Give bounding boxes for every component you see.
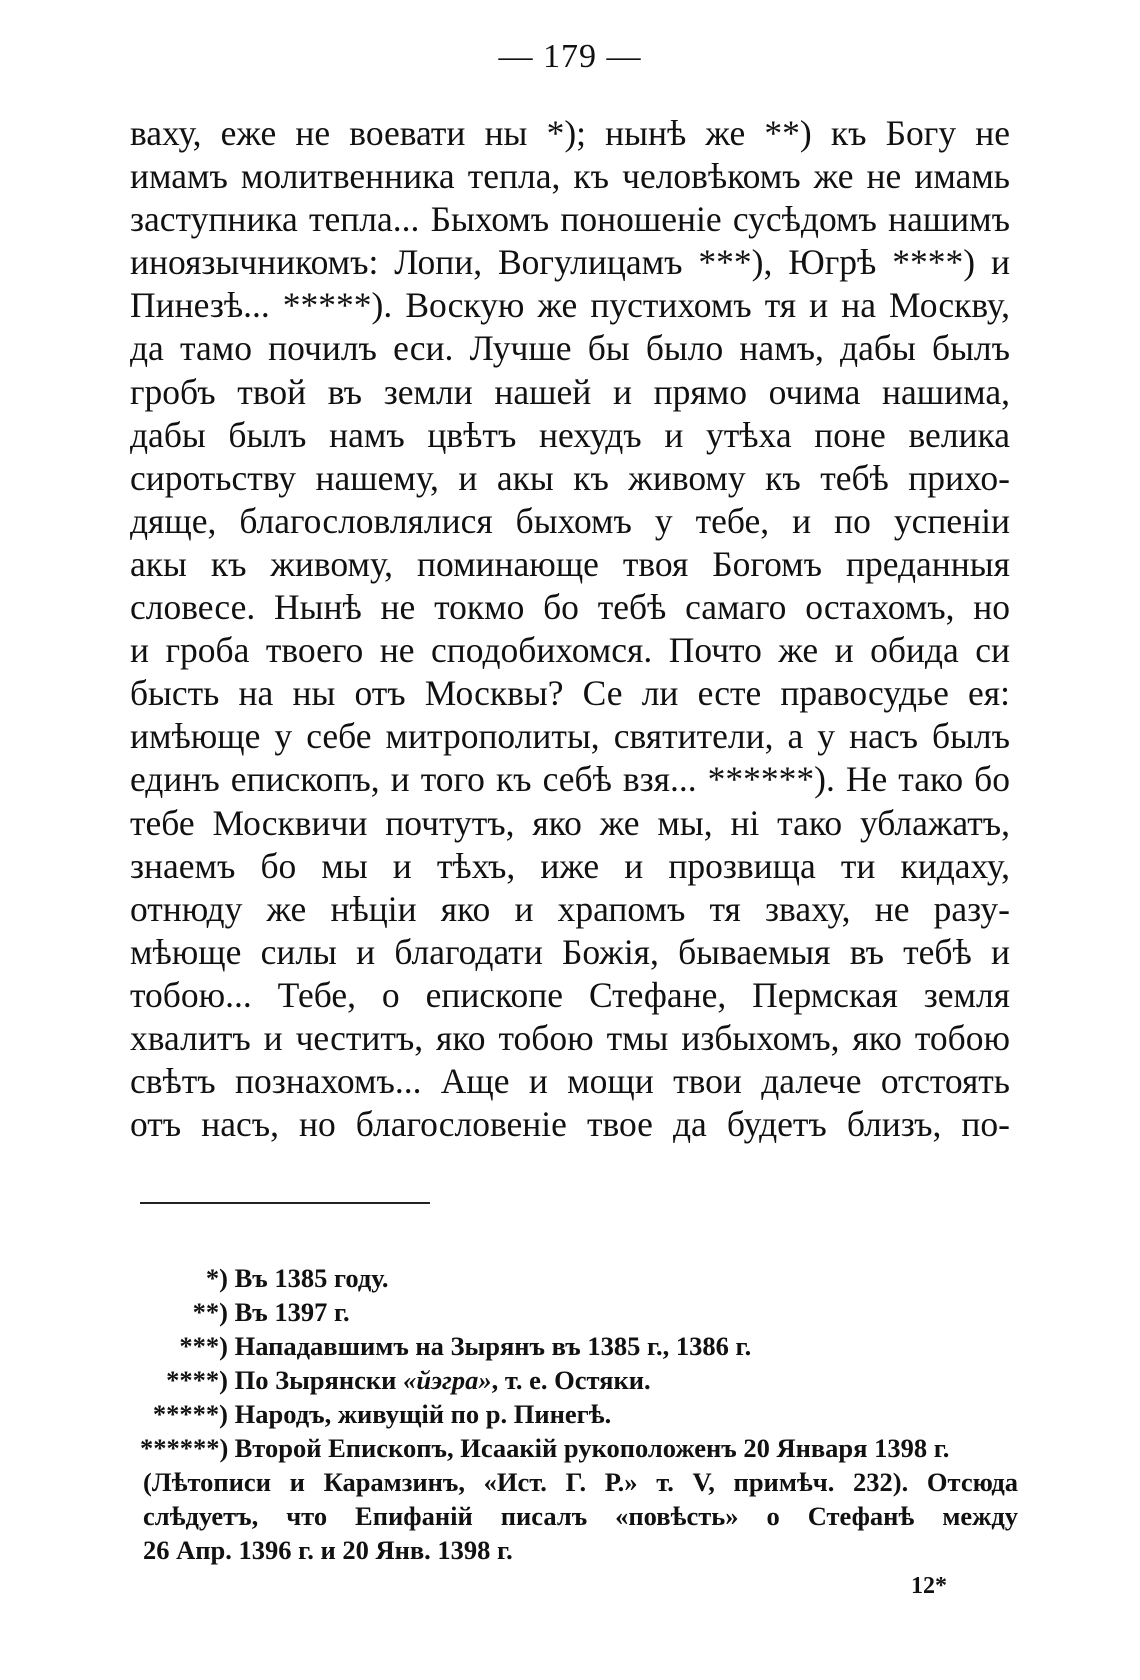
signature-mark: 12* [911,1573,947,1599]
text-line: тебе Москвичи почтутъ, яко же мы, нi тако ублажатъ, [130,802,1010,843]
footnote [140,1330,751,1363]
page-number: — 179 — [498,38,642,75]
text-line: и гроба твоего не сподобихомся. Почто же и обида си [130,630,1010,671]
text-line: дяще, благословлялися быхомъ у тебе, и по успенiи [130,500,1010,541]
footnote-text: Второй Епископъ, Исаакiй рукоположенъ 20 Января 1398 г. [234,1433,950,1463]
footnote-term: «йэгра» [403,1365,492,1395]
footnote-continuation-line: слѣдуетъ, что Епифанiй писалъ «повѣсть» о Стефанѣ между [143,1501,1018,1531]
text-line: да тамо почилъ еси. Лучше бы было намъ, дабы былъ [130,328,1010,369]
text-line: дабы былъ намъ цвѣтъ нехудъ и утѣха поне велика [130,414,1010,455]
footnote-marker: ******) [140,1433,229,1463]
footnote-separator [140,1202,430,1204]
footnote-marker: *) [205,1263,228,1293]
text-line: единъ епископъ, и того къ себѣ взя... ******). Не тако бо [130,759,1010,800]
footnote [140,1364,651,1397]
text-line: бысть на ны отъ Москвы? Се ли есте правосудье ея: [130,673,1010,714]
text-line: мѣюще силы и благодати Божiя, бываемыя въ тебѣ и [130,931,1010,972]
text-line: ваху, еже не воевати ны *); нынѣ же **) къ Богу не [130,113,1010,153]
text-line: сиротьству нашему, и акы къ живому къ тебѣ прихо- [130,457,1010,498]
footnote [140,1296,350,1329]
footnote-marker: **) [192,1297,228,1327]
text-line: заступника тепла... Быхомъ поношенiе сусѣдомъ нашимъ [130,199,1010,240]
footnote [140,1432,949,1465]
footnote-marker: ****) [166,1365,228,1395]
text-line: отнюду же нѣцiи яко и храпомъ тя зваху, не разу- [130,888,1010,929]
text-line: хвалитъ и честитъ, яко тобою тмы избыхомъ, яко тобою [130,1017,1010,1058]
footnote-continuation-line: 26 Апр. 1396 г. и 20 Янв. 1398 г. [143,1535,513,1565]
text-line: иноязычникомъ: Лопи, Вогулицамъ ***), Югрѣ ****) и [130,242,1010,283]
main-text-block [130,112,1010,1146]
footnote-text: Народъ, живущiй по р. Пинегѣ. [234,1399,612,1429]
footnote-text: , т. е. Остяки. [491,1365,651,1395]
text-line: имамъ молитвенника тепла, къ человѣкомъ же не имамь [130,156,1010,197]
text-line: имѣюще у себе митрополиты, святители, а у насъ былъ [130,716,1010,757]
footnote-marker: ***) [179,1331,228,1361]
footnote-text: Въ 1385 году. [234,1263,389,1293]
text-line: тобою... Тебе, о епископе Стефане, Пермская земля [130,974,1010,1015]
text-line: Пинезѣ... *****). Воскую же пустихомъ тя и на Москву, [130,285,1010,326]
text-line: знаемъ бо мы и тѣхъ, иже и прозвища ти кидаху, [130,845,1010,886]
text-line: гробъ твой въ земли нашей и прямо очима нашима, [130,371,1010,412]
footnote [140,1398,611,1431]
text-line: словесе. Нынѣ не токмо бо тебѣ самаго остахомъ, но [130,587,1010,628]
footnote-text: По Зырянски [234,1365,404,1395]
text-line: отъ насъ, но благословенiе твое да будетъ близъ, по- [130,1104,1010,1145]
footnote-text: Въ 1397 г. [234,1297,350,1327]
footnote [140,1262,389,1295]
footnote-text: Нападавшимъ на Зырянъ въ 1385 г., 1386 г. [234,1331,752,1361]
footnote-continuation-line: (Лѣтописи и Карамзинъ, «Ист. Г. Р.» т. V, примѣч. 232). Отсюда [143,1467,1018,1497]
footnote-marker: *****) [152,1399,228,1429]
text-line: акы къ живому, поминающе твоя Богомъ преданныя [130,543,1010,584]
text-line: свѣтъ познахомъ... Аще и мощи твои далече отстоять [130,1061,1010,1102]
